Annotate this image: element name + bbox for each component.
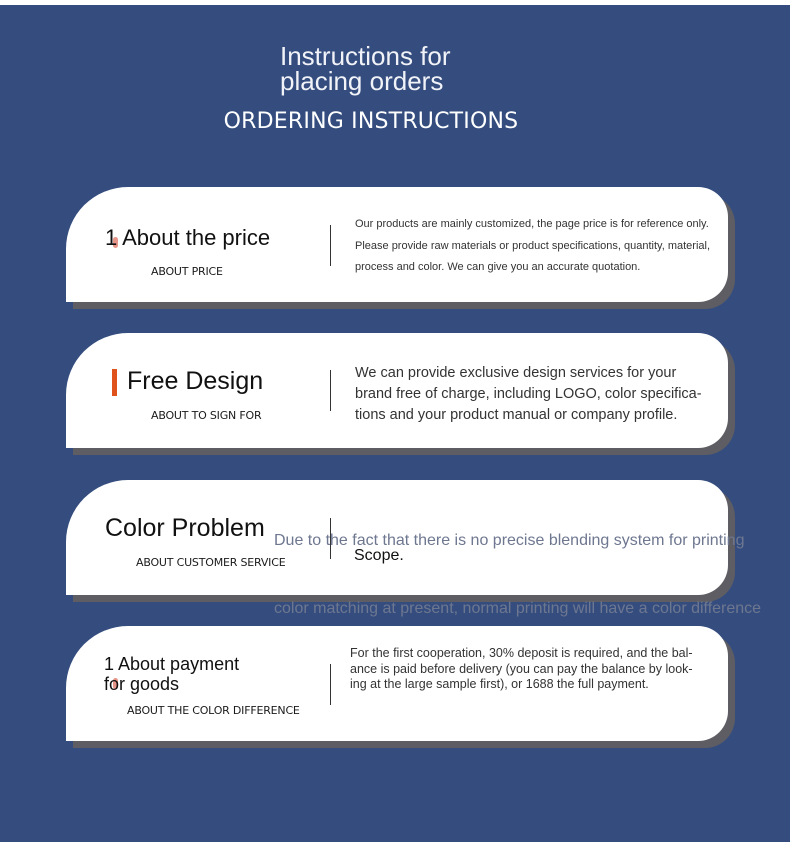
title-line-1: Instructions for [280, 41, 451, 71]
card-subtitle: ABOUT THE COLOR DIFFERENCE [127, 704, 300, 717]
card-body [355, 363, 702, 426]
instructions-panel [0, 5, 790, 842]
body-line: brand free of charge, including LOGO, color specifica- [355, 386, 702, 402]
body-line: Please provide raw materials or product specifications, quantity, material, [355, 239, 711, 252]
body-line: ance is paid before delivery (you can pay the balance by look- [350, 661, 693, 676]
divider [330, 664, 331, 705]
card-title-line: 1 About payment [104, 654, 240, 674]
card-payment [66, 626, 728, 741]
card-subtitle: ABOUT TO SIGN FOR [151, 409, 262, 422]
title-line-2: placing orders [280, 66, 444, 96]
body-line: process and color. We can give you an accurate quotation. [355, 261, 641, 273]
card-title: Color Problem [105, 514, 265, 542]
accent-bar [112, 369, 117, 396]
card-body [350, 646, 693, 693]
card-design [66, 333, 728, 448]
card-title: Free Design [127, 367, 264, 395]
card-title: 1 About the price [105, 225, 271, 250]
body-line-overflow: color matching at present, normal printing will have a color difference [274, 600, 762, 617]
body-line: tions and your product manual or company profile. [355, 407, 678, 423]
body-line-overflow: Due to the fact that there is no precise blending system for printing [274, 532, 745, 549]
body-line: We can provide exclusive design services for your [355, 365, 677, 381]
divider [330, 370, 331, 411]
card-title [104, 654, 239, 694]
section-subtitle: ORDERING INSTRUCTIONS [223, 109, 519, 134]
body-line: For the first cooperation, 30% deposit is required, and the bal- [350, 646, 693, 660]
body-line: Scope. [354, 547, 404, 564]
card-subtitle: ABOUT CUSTOMER SERVICE [136, 556, 286, 569]
divider [330, 225, 331, 266]
body-line: Our products are mainly customized, the page price is for reference only. [355, 218, 709, 230]
card-body [355, 214, 710, 279]
body-line: ing at the large sample first), or 1688 the full payment. [350, 677, 649, 691]
card-subtitle: ABOUT PRICE [151, 265, 223, 278]
card-title-line: for goods [104, 674, 180, 694]
card-price [66, 187, 728, 302]
